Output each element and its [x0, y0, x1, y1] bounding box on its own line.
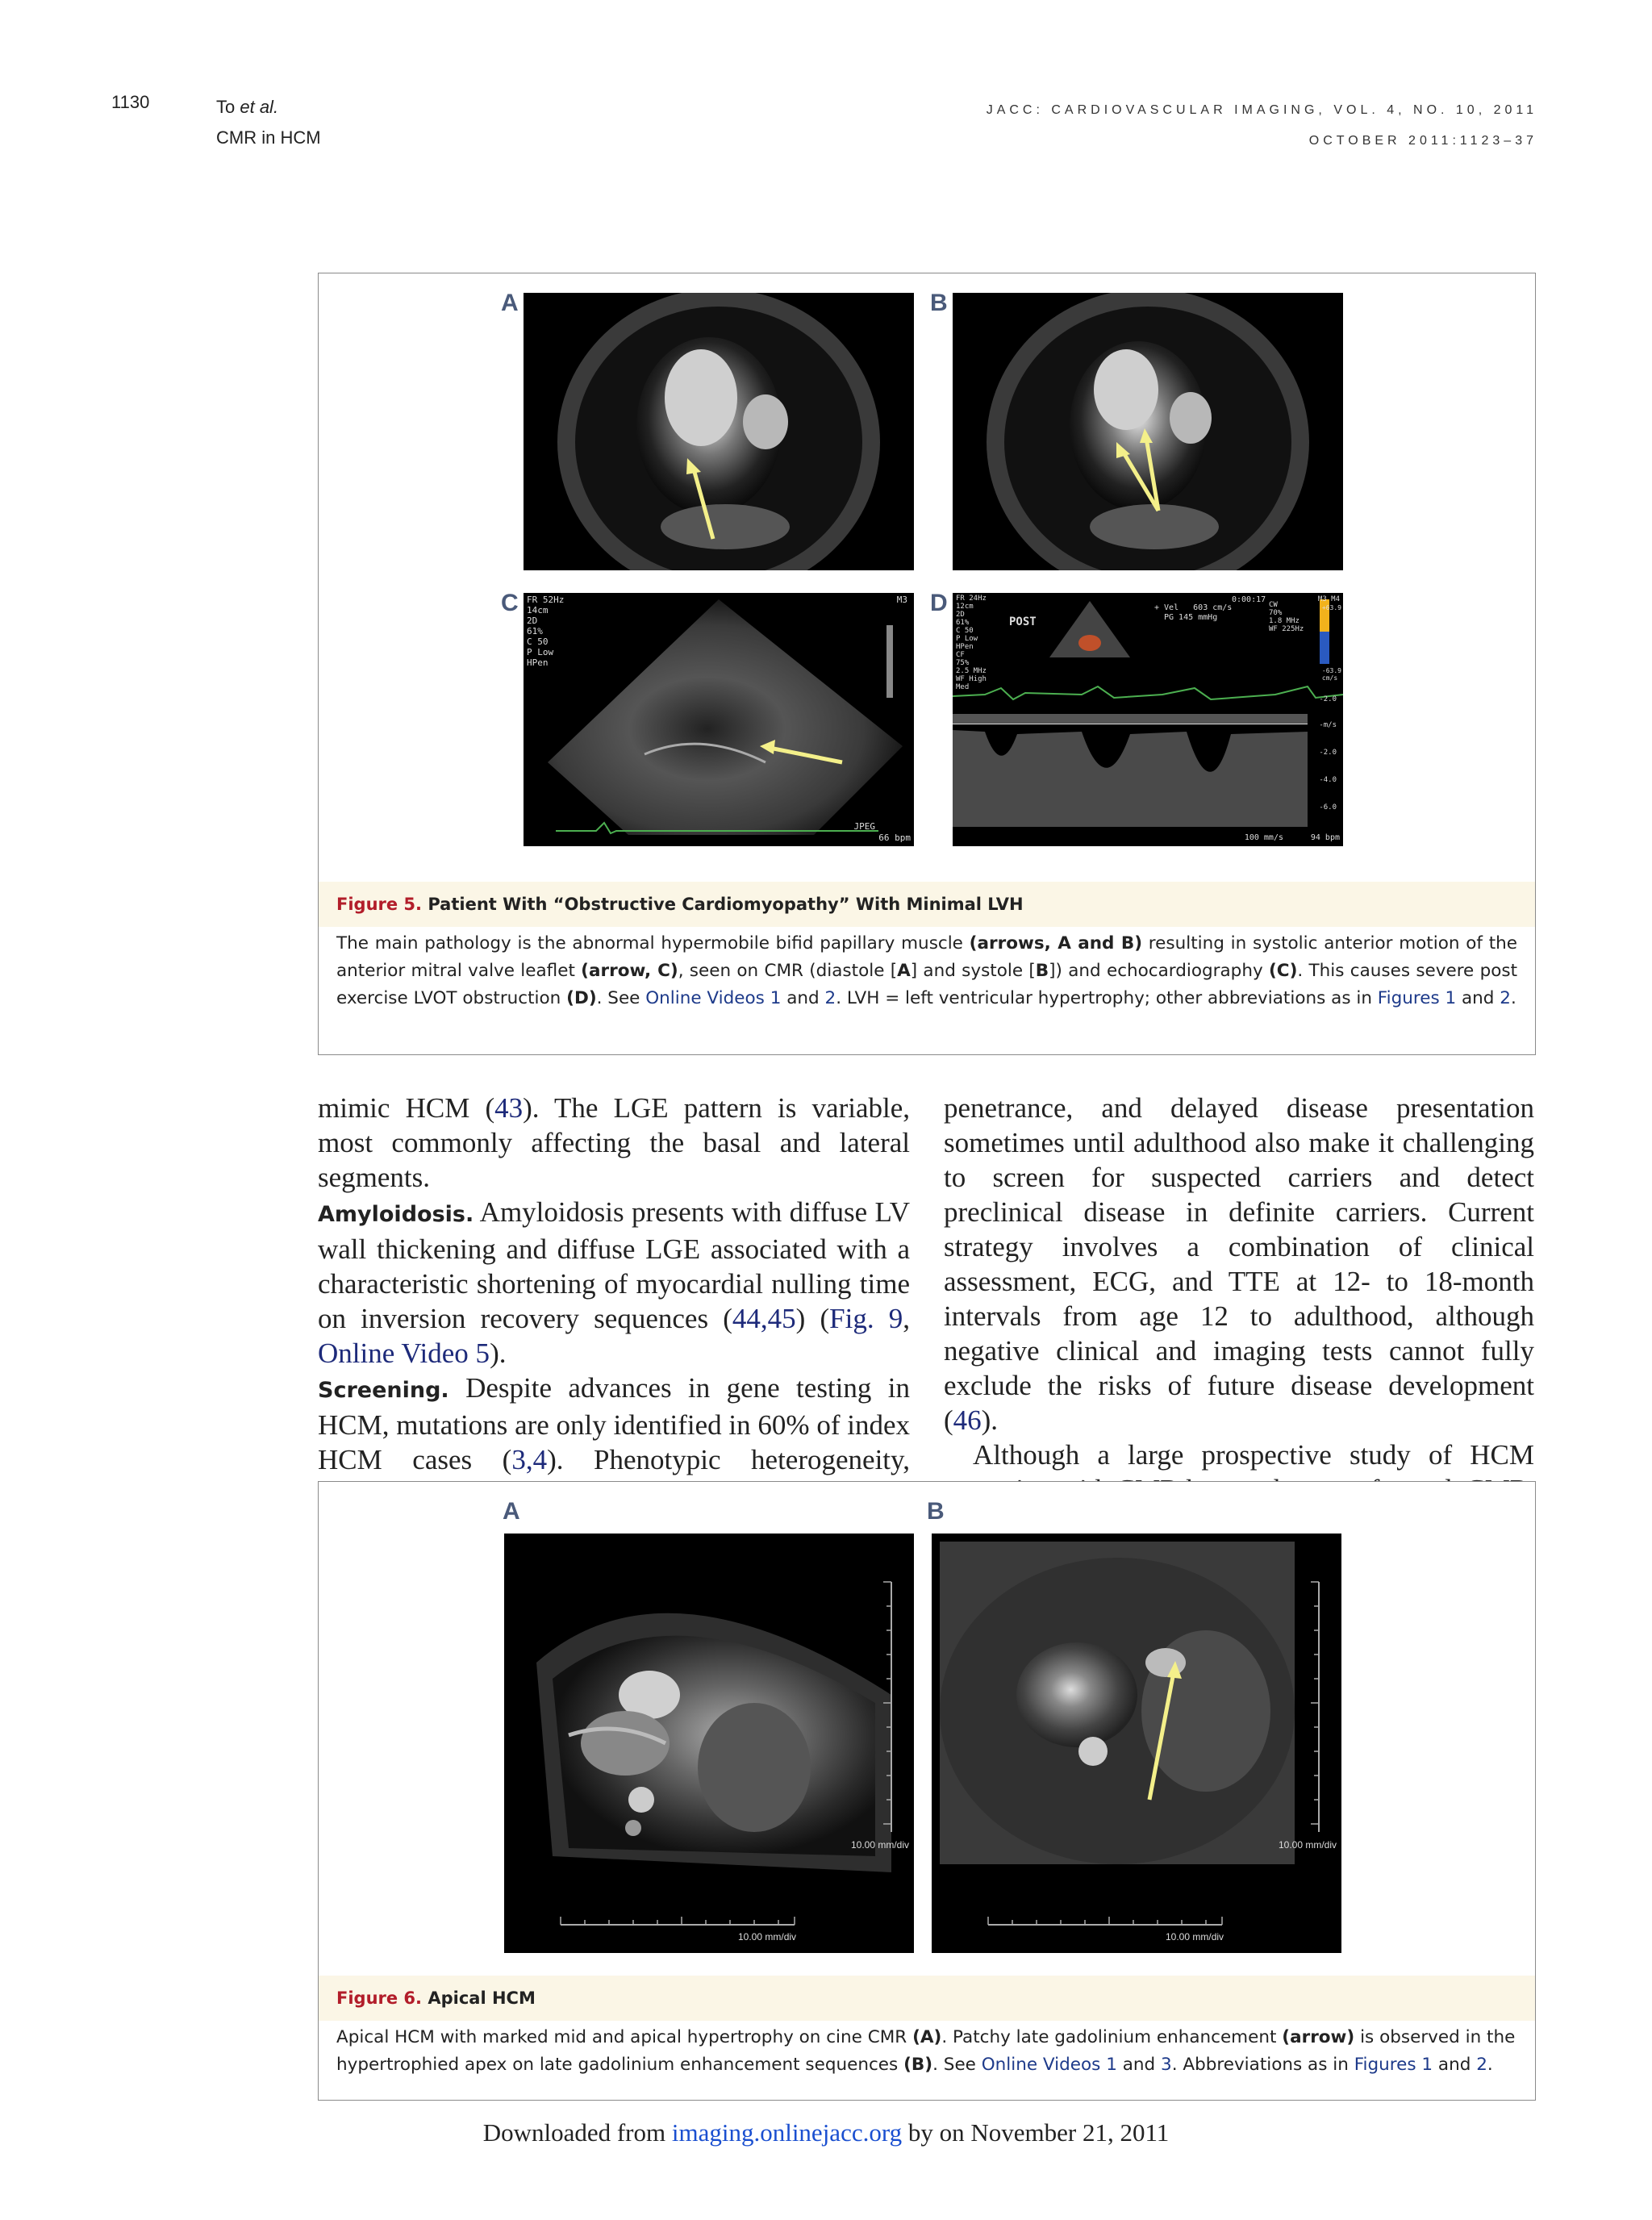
link-online-video-2[interactable]: 2	[824, 988, 836, 1008]
download-footer	[0, 2118, 1652, 2147]
page-number: 1130	[111, 92, 150, 112]
author-name: To	[216, 97, 240, 117]
caption-text: . This causes severe post exercise LVOT obstruction	[336, 961, 1518, 1008]
journal-info	[987, 95, 1537, 156]
echo-d-color-scale-bottom: -63.9 cm/s	[1321, 667, 1341, 682]
figure5-caption	[319, 882, 1535, 1012]
figure5-caption-text	[319, 927, 1535, 1012]
footer-text: Downloaded from	[482, 2118, 672, 2147]
caption-text: .	[1510, 988, 1516, 1008]
echo-d-heart-rate: 94 bpm	[1310, 833, 1340, 842]
link-fig-9[interactable]: Fig. 9	[829, 1303, 903, 1334]
caption-text: and	[1116, 2055, 1161, 2075]
ref-link-43[interactable]: 43	[494, 1092, 524, 1124]
cine-cmr-image	[504, 1534, 914, 1953]
panel-label-a: A	[501, 290, 519, 316]
caption-text: The main pathology is the abnormal hypermobile bifid papillary muscle	[336, 933, 970, 954]
caption-bold: (A)	[912, 2027, 942, 2047]
link-figure-2[interactable]: 2	[1476, 2055, 1487, 2075]
echo-c-scale-label: JPEG	[853, 821, 875, 832]
caption-bold: (arrows, A and B)	[969, 933, 1143, 954]
link-online-video-5[interactable]: Online Video 5	[318, 1337, 490, 1369]
journal-line: JACC: CARDIOVASCULAR IMAGING, VOL. 4, NO. 10, 2011	[986, 103, 1537, 117]
caption-bold: A	[897, 961, 911, 981]
panel-label-d: D	[930, 590, 948, 616]
echo-d-pressure-gradient: PG 145 mmHg	[1164, 613, 1218, 622]
running-author	[216, 92, 321, 153]
figure5-title: Patient With “Obstructive Cardiomyopathy” With Minimal LVH	[428, 895, 1024, 914]
echo-d-time: 0:00:17	[1232, 595, 1266, 604]
echo-d-post-label: POST	[1009, 616, 1037, 628]
panel-label-b: B	[927, 1498, 945, 1525]
echo-c-probe: M3	[896, 595, 907, 605]
caption-bold: (B)	[903, 2055, 933, 2075]
author-etal: et al.	[240, 97, 279, 117]
figure5-panel-d-doppler	[953, 593, 1343, 846]
ref-link-44-45[interactable]: 44,45	[732, 1303, 796, 1334]
echo-d-tick-4: -4.0	[1319, 776, 1337, 784]
echo-c-heart-rate: 66 bpm	[878, 832, 911, 843]
link-online-videos-1[interactable]: Online Videos 1	[981, 2055, 1117, 2075]
echo-d-tick-3: -2.0	[1319, 749, 1337, 757]
link-figures-1[interactable]: Figures 1	[1377, 988, 1457, 1008]
scale-label-vertical: 10.00 mm/div	[850, 1839, 909, 1851]
echo-d-tick-1: -2.0	[1319, 695, 1337, 703]
left-paragraph-screening: Screening. Despite advances in gene testing in HCM, mutations are only identified in 60% of index HCM cases (3,4). Phenotypic heterogeneity,	[318, 1372, 910, 1475]
heading-screening: Screening.	[318, 1378, 449, 1403]
scale-label-vertical: 10.00 mm/div	[1278, 1839, 1337, 1851]
left-paragraph-amyloidosis: Amyloidosis. Amyloidosis presents with diffuse LV wall thickening and diffuse LGE associated with a characteristic shortening of myocardial nulling time on inversion recovery sequences (44,45) (Fig. 9, Online Video 5).	[318, 1196, 910, 1369]
panel-label-a: A	[503, 1498, 520, 1525]
caption-text: . Patchy late gadolinium enhancement	[941, 2027, 1283, 2047]
figure5-panel-c-echo	[524, 593, 914, 846]
caption-bold: (arrow, C)	[581, 961, 678, 981]
body-column-left	[318, 1091, 910, 1512]
caption-text: . See	[932, 2055, 982, 2075]
caption-text: . LVH = left ventricular hypertrophy; other abbreviations as in	[836, 988, 1378, 1008]
journal-date-line: OCTOBER 2011:1123–37	[1308, 134, 1537, 148]
caption-text: and	[1433, 2055, 1477, 2075]
footer-text: by on November 21, 2011	[902, 2118, 1170, 2147]
link-online-video-3[interactable]: 3	[1161, 2055, 1172, 2075]
echo-d-settings: FR 24Hz 12cm 2D 61% C 50 P Low HPen CF 75% 2.5 MHz WF High Med	[956, 595, 987, 691]
scale-label-horizontal: 10.00 mm/div	[1166, 1931, 1224, 1942]
body-column-right	[944, 1091, 1534, 1507]
caption-text: ]) and echocardiography	[1049, 961, 1269, 981]
heading-amyloidosis: Amyloidosis.	[318, 1202, 474, 1227]
figure-6	[318, 1481, 1536, 2101]
echo-d-color-scale-top: +63.9	[1321, 604, 1341, 611]
caption-text: and	[1456, 988, 1500, 1008]
left-paragraph-1: mimic HCM (43). The LGE pattern is variable, most commonly affecting the basal and lateral segments.	[318, 1092, 910, 1193]
echo-d-probe: M3 M4	[1317, 595, 1340, 603]
cmr-systole-image	[953, 293, 1343, 570]
echo-c-settings: FR 52Hz 14cm 2D 61% C 50 P Low HPen	[527, 595, 565, 668]
echo-d-velocity: + Vel 603 cm/s	[1154, 603, 1233, 612]
panel-label-c: C	[501, 590, 519, 616]
caption-bold: (arrow)	[1282, 2027, 1355, 2047]
figure5-caption-title	[319, 882, 1535, 927]
link-figure-2[interactable]: 2	[1500, 988, 1511, 1008]
caption-bold: (D)	[566, 988, 597, 1008]
figure6-caption-text	[319, 2021, 1535, 2079]
caption-bold: B	[1035, 961, 1049, 981]
footer-link[interactable]: imaging.onlinejacc.org	[671, 2118, 903, 2147]
caption-text: , seen on CMR (diastole [	[678, 961, 898, 981]
caption-text: . See	[596, 988, 646, 1008]
running-short-title: CMR in HCM	[216, 127, 321, 148]
echo-d-tick-5: -6.0	[1319, 803, 1337, 812]
caption-text: is observed in the hypertrophied apex on late gadolinium enhancement sequences	[336, 2027, 1516, 2075]
echocardiography-image	[524, 593, 914, 846]
ref-link-3-4[interactable]: 3,4	[511, 1444, 548, 1475]
cmr-diastole-image	[524, 293, 914, 570]
panel-label-b: B	[930, 290, 948, 316]
figure5-number: Figure 5.	[336, 895, 423, 914]
right-paragraph-2: Although a large prospective study of HCM	[973, 1439, 1534, 1471]
caption-bold: (C)	[1268, 961, 1298, 981]
caption-text: Apical HCM with marked mid and apical hypertrophy on cine CMR	[336, 2027, 913, 2047]
caption-text: . Abbreviations as in	[1171, 2055, 1354, 2075]
link-figures-1[interactable]: Figures 1	[1354, 2055, 1433, 2075]
figure5-panel-a-cmr	[524, 293, 914, 570]
figure6-panel-a-cine-cmr	[504, 1534, 914, 1953]
caption-text: and	[781, 988, 825, 1008]
figure6-caption-title	[319, 1976, 1535, 2021]
link-online-videos-1[interactable]: Online Videos 1	[645, 988, 782, 1008]
echo-d-cw-settings: CW 70% 1.8 MHz WF 225Hz	[1269, 601, 1304, 633]
caption-text: resulting in systolic anterior motion of the anterior mitral valve leaflet	[336, 933, 1517, 981]
echo-d-sweep-speed: 100 mm/s	[1244, 833, 1283, 842]
caption-text: ] and systole [	[910, 961, 1036, 981]
figure6-panel-b-lge	[932, 1534, 1341, 1953]
figure6-caption	[319, 1976, 1535, 2079]
echo-d-tick-2: -m/s	[1319, 721, 1337, 729]
figure6-number: Figure 6.	[336, 1988, 423, 2008]
figure5-panel-b-cmr	[953, 293, 1343, 570]
lge-image	[932, 1534, 1341, 1953]
figure-5	[318, 273, 1536, 1055]
right-paragraph-1: penetrance, and delayed disease presentation sometimes until adulthood also make it challenging to screen for suspected carriers and detect preclinical disease in definite carriers. Current strategy involves a combination of clinical assessment, ECG, and TTE at 12- to 18-month intervals from age 12 to adulthood, although negative clinical and imaging tests cannot fully exclude the risks of future disease development (46).	[944, 1092, 1534, 1436]
figure6-title: Apical HCM	[428, 1988, 536, 2008]
ref-link-46[interactable]: 46	[953, 1404, 982, 1436]
scale-label-horizontal: 10.00 mm/div	[738, 1931, 797, 1942]
caption-text: .	[1487, 2055, 1493, 2075]
